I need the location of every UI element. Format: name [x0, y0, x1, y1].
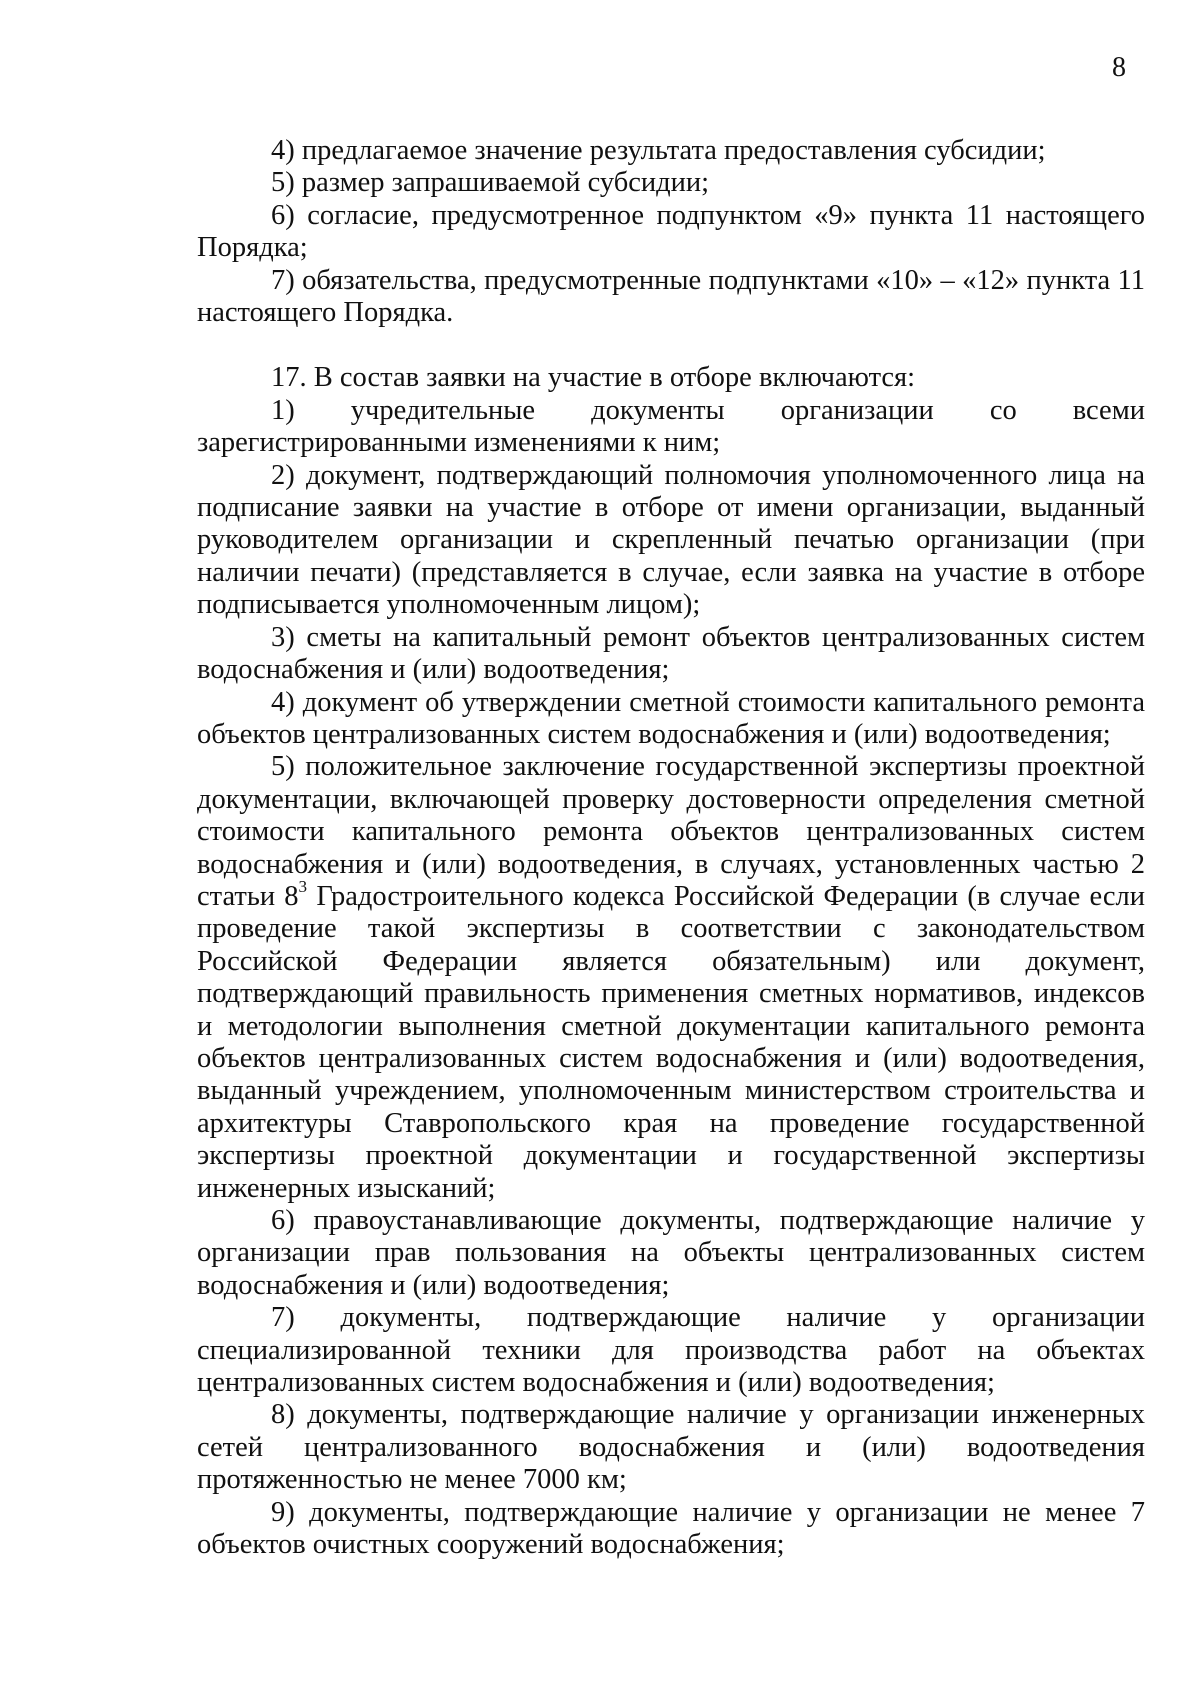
- document-body: [197, 135, 1145, 1561]
- section-17-item-1: 1) учредительные документы организации со всеми зарегистрированными изменениями к ним;: [197, 394, 1145, 459]
- paragraph-item-5: 5) размер запрашиваемой субсидии;: [271, 167, 710, 199]
- section-17-item-8: 8) документы, подтверждающие наличие у организации инженерных сетей централизованного водоснабжения и (или) водоотведения протяженностью не менее 7000 км;: [197, 1399, 1145, 1496]
- page-number: 8: [1112, 52, 1126, 83]
- section-17-item-5-text-b: Градостроительного кодекса Российской Федерации (в случае если проведение такой экспертизы в соответствии с законодательством Российской Федерации является обязательным) или документ, подтверждающий правильность применения сметных нормативов, индексов и методологии выполнения сметной документации капитального ремонта объектов централизованных систем водоснабжения и (или) водоотведения, выданный учреждением, уполномоченным министерством строительства и архитектуры Ставропольского края на проведение государственной экспертизы проектной документации и государственной экспертизы инженерных изысканий;: [197, 880, 1145, 1204]
- section-17-item-5-text-a: 5) положительное заключение государственной экспертизы проектной документации, включающей проверку достоверности определения сметной стоимости капитального ремонта объектов централизованных систем водоснабжения и (или) водоотведения, в случаях, установленных частью 2 статьи 8: [197, 751, 1145, 912]
- section-17-heading: 17. В состав заявки на участие в отборе включаются:: [271, 362, 916, 394]
- section-17-item-2: 2) документ, подтверждающий полномочия уполномоченного лица на подписание заявки на участие в отборе от имени организации, выданный руководителем организации и скрепленный печатью организации (при наличии печати) (представляется в случае, если заявка на участие в отборе подписывается уполномоченным лицом);: [197, 459, 1145, 621]
- paragraph-item-4: 4) предлагаемое значение результата предоставления субсидии;: [271, 135, 1046, 166]
- section-17-item-6: 6) правоустанавливающие документы, подтверждающие наличие у организации прав пользования на объекты централизованных систем водоснабжения и (или) водоотведения;: [197, 1205, 1145, 1301]
- paragraph-gap: [197, 329, 1145, 362]
- section-17-item-5-superscript: 3: [298, 877, 308, 897]
- section-17-item-3: 3) сметы на капитальный ремонт объектов централизованных систем водоснабжения и (или) водоотведения;: [197, 621, 1145, 686]
- section-17-item-9: 9) документы, подтверждающие наличие у организации не менее 7 объектов очистных сооружений водоснабжения;: [197, 1496, 1145, 1561]
- section-17-item-4: 4) документ об утверждении сметной стоимости капитального ремонта объектов централизованных систем водоснабжения и (или) водоотведения;: [197, 686, 1145, 750]
- section-17-item-7: 7) документы, подтверждающие наличие у организации специализированной техники для производства работ на объектах централизованных систем водоснабжения и (или) водоотведения;: [197, 1302, 1145, 1399]
- paragraph-item-7: 7) обязательства, предусмотренные подпунктами «10» – «12» пункта 11 настоящего Порядка.: [197, 264, 1145, 329]
- section-17-item-5: [197, 751, 1145, 1205]
- paragraph-item-6: 6) согласие, предусмотренное подпунктом «9» пункта 11 настоящего Порядка;: [197, 199, 1145, 264]
